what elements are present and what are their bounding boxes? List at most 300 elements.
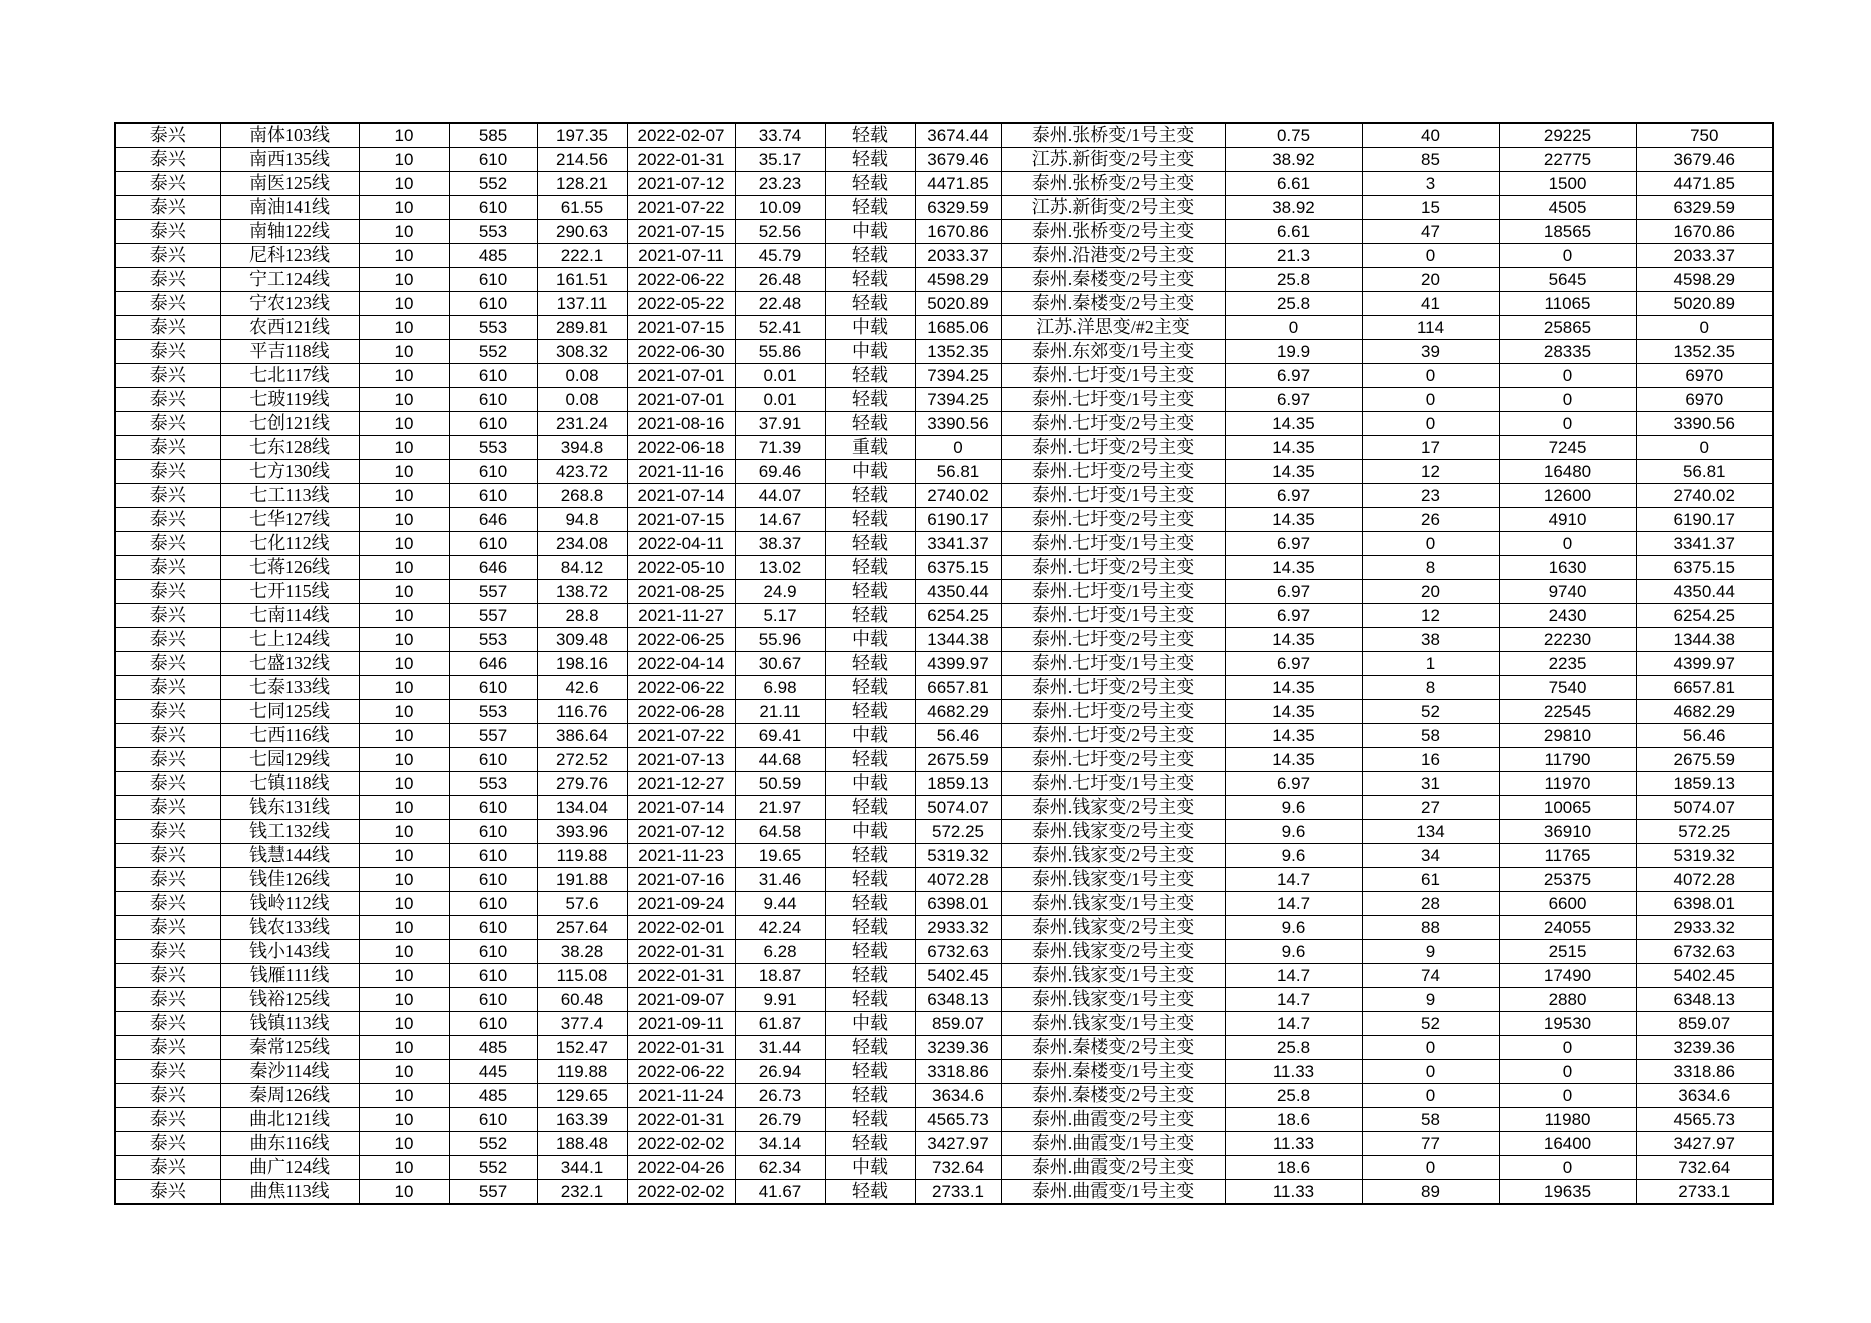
cell-transformer-margin: 9.6 xyxy=(1225,916,1362,940)
cell-main-transformer: 江苏.新街变/2号主变 xyxy=(1001,196,1225,220)
cell-pending-count: 38 xyxy=(1362,628,1499,652)
cell-transformer-margin: 14.35 xyxy=(1225,412,1362,436)
cell-peak-date: 2021-07-11 xyxy=(627,244,735,268)
cell-limit-current: 552 xyxy=(449,340,537,364)
cell-limit-current: 610 xyxy=(449,412,537,436)
cell-limit-current: 557 xyxy=(449,724,537,748)
cell-region: 泰兴 xyxy=(115,1084,220,1108)
cell-pending-capacity: 0 xyxy=(1499,412,1636,436)
cell-main-transformer: 泰州.七圩变/1号主变 xyxy=(1001,388,1225,412)
cell-load-rate: 69.46 xyxy=(735,460,825,484)
cell-limit-current: 610 xyxy=(449,148,537,172)
cell-main-transformer: 泰州.七圩变/2号主变 xyxy=(1001,628,1225,652)
cell-peak-date: 2021-09-24 xyxy=(627,892,735,916)
cell-main-transformer: 泰州.七圩变/1号主变 xyxy=(1001,604,1225,628)
cell-main-transformer: 泰州.秦楼变/2号主变 xyxy=(1001,1036,1225,1060)
cell-max-current: 289.81 xyxy=(537,316,627,340)
cell-peak-date: 2022-06-28 xyxy=(627,700,735,724)
table-row xyxy=(115,940,1773,964)
cell-load-rate: 9.44 xyxy=(735,892,825,916)
cell-peak-date: 2021-07-14 xyxy=(627,484,735,508)
cell-region: 泰兴 xyxy=(115,988,220,1012)
cell-load-status: 轻载 xyxy=(825,556,915,580)
cell-pending-capacity: 4910 xyxy=(1499,508,1636,532)
cell-load-status: 轻载 xyxy=(825,508,915,532)
cell-transformer-margin: 11.33 xyxy=(1225,1060,1362,1084)
cell-pending-capacity: 2515 xyxy=(1499,940,1636,964)
cell-line-name: 南轴122线 xyxy=(220,220,359,244)
cell-open-capacity: 6348.13 xyxy=(915,988,1001,1012)
cell-main-transformer: 泰州.七圩变/2号主变 xyxy=(1001,676,1225,700)
cell-pending-capacity: 7245 xyxy=(1499,436,1636,460)
cell-open-capacity: 4072.28 xyxy=(915,868,1001,892)
cell-limit-current: 610 xyxy=(449,532,537,556)
cell-transformer-margin: 6.97 xyxy=(1225,652,1362,676)
cell-peak-date: 2022-04-26 xyxy=(627,1156,735,1180)
cell-pending-count: 41 xyxy=(1362,292,1499,316)
table-row xyxy=(115,580,1773,604)
cell-peak-date: 2021-07-12 xyxy=(627,172,735,196)
cell-limit-current: 610 xyxy=(449,748,537,772)
cell-open-capacity: 2933.32 xyxy=(915,916,1001,940)
cell-main-transformer: 泰州.曲霞变/1号主变 xyxy=(1001,1132,1225,1156)
cell-final-open-capacity: 5020.89 xyxy=(1636,292,1773,316)
cell-max-current: 308.32 xyxy=(537,340,627,364)
cell-open-capacity: 2675.59 xyxy=(915,748,1001,772)
cell-region: 泰兴 xyxy=(115,556,220,580)
cell-open-capacity: 3679.46 xyxy=(915,148,1001,172)
cell-open-capacity: 5020.89 xyxy=(915,292,1001,316)
cell-peak-date: 2022-01-31 xyxy=(627,940,735,964)
cell-limit-current: 485 xyxy=(449,1036,537,1060)
cell-transformer-margin: 19.9 xyxy=(1225,340,1362,364)
cell-region: 泰兴 xyxy=(115,268,220,292)
cell-limit-current: 610 xyxy=(449,916,537,940)
cell-max-current: 137.11 xyxy=(537,292,627,316)
cell-pending-count: 114 xyxy=(1362,316,1499,340)
cell-line-name: 平吉118线 xyxy=(220,340,359,364)
cell-load-status: 轻载 xyxy=(825,364,915,388)
cell-voltage-level: 10 xyxy=(359,1132,449,1156)
cell-pending-capacity: 0 xyxy=(1499,1036,1636,1060)
cell-main-transformer: 泰州.七圩变/1号主变 xyxy=(1001,652,1225,676)
cell-voltage-level: 10 xyxy=(359,1012,449,1036)
cell-max-current: 309.48 xyxy=(537,628,627,652)
cell-peak-date: 2021-09-11 xyxy=(627,1012,735,1036)
cell-main-transformer: 泰州.曲霞变/2号主变 xyxy=(1001,1156,1225,1180)
cell-peak-date: 2021-11-16 xyxy=(627,460,735,484)
cell-voltage-level: 10 xyxy=(359,1060,449,1084)
cell-final-open-capacity: 4072.28 xyxy=(1636,868,1773,892)
cell-limit-current: 610 xyxy=(449,196,537,220)
cell-transformer-margin: 6.97 xyxy=(1225,772,1362,796)
cell-open-capacity: 1859.13 xyxy=(915,772,1001,796)
cell-line-name: 七化112线 xyxy=(220,532,359,556)
table-row xyxy=(115,340,1773,364)
cell-pending-capacity: 6600 xyxy=(1499,892,1636,916)
cell-pending-capacity: 22775 xyxy=(1499,148,1636,172)
cell-main-transformer: 泰州.七圩变/1号主变 xyxy=(1001,484,1225,508)
cell-line-name: 秦沙114线 xyxy=(220,1060,359,1084)
cell-pending-capacity: 24055 xyxy=(1499,916,1636,940)
cell-load-rate: 35.17 xyxy=(735,148,825,172)
cell-transformer-margin: 25.8 xyxy=(1225,292,1362,316)
cell-pending-count: 134 xyxy=(1362,820,1499,844)
cell-load-rate: 30.67 xyxy=(735,652,825,676)
cell-region: 泰兴 xyxy=(115,172,220,196)
cell-main-transformer: 泰州.张桥变/2号主变 xyxy=(1001,220,1225,244)
cell-limit-current: 646 xyxy=(449,508,537,532)
cell-transformer-margin: 14.35 xyxy=(1225,460,1362,484)
table-row xyxy=(115,148,1773,172)
cell-load-rate: 9.91 xyxy=(735,988,825,1012)
cell-open-capacity: 1352.35 xyxy=(915,340,1001,364)
cell-pending-count: 0 xyxy=(1362,244,1499,268)
cell-transformer-margin: 6.97 xyxy=(1225,484,1362,508)
cell-main-transformer: 泰州.七圩变/2号主变 xyxy=(1001,724,1225,748)
table-row xyxy=(115,844,1773,868)
cell-load-status: 轻载 xyxy=(825,1180,915,1205)
cell-pending-capacity: 16400 xyxy=(1499,1132,1636,1156)
cell-voltage-level: 10 xyxy=(359,892,449,916)
table-row xyxy=(115,172,1773,196)
cell-load-status: 轻载 xyxy=(825,748,915,772)
cell-peak-date: 2021-07-22 xyxy=(627,196,735,220)
data-table-body xyxy=(115,123,1773,1204)
cell-limit-current: 585 xyxy=(449,123,537,148)
cell-pending-capacity: 4505 xyxy=(1499,196,1636,220)
cell-voltage-level: 10 xyxy=(359,964,449,988)
cell-load-rate: 6.98 xyxy=(735,676,825,700)
cell-voltage-level: 10 xyxy=(359,196,449,220)
cell-region: 泰兴 xyxy=(115,460,220,484)
cell-voltage-level: 10 xyxy=(359,172,449,196)
cell-load-status: 中载 xyxy=(825,1012,915,1036)
cell-pending-count: 28 xyxy=(1362,892,1499,916)
table-row xyxy=(115,796,1773,820)
cell-pending-count: 85 xyxy=(1362,148,1499,172)
cell-pending-count: 47 xyxy=(1362,220,1499,244)
table-row xyxy=(115,652,1773,676)
table-row xyxy=(115,892,1773,916)
cell-transformer-margin: 25.8 xyxy=(1225,1084,1362,1108)
cell-load-rate: 37.91 xyxy=(735,412,825,436)
cell-region: 泰兴 xyxy=(115,316,220,340)
cell-load-rate: 21.97 xyxy=(735,796,825,820)
cell-final-open-capacity: 5074.07 xyxy=(1636,796,1773,820)
cell-main-transformer: 泰州.钱家变/2号主变 xyxy=(1001,940,1225,964)
cell-load-rate: 19.65 xyxy=(735,844,825,868)
cell-final-open-capacity: 56.46 xyxy=(1636,724,1773,748)
cell-load-rate: 14.67 xyxy=(735,508,825,532)
cell-limit-current: 610 xyxy=(449,268,537,292)
cell-final-open-capacity: 750 xyxy=(1636,123,1773,148)
cell-voltage-level: 10 xyxy=(359,772,449,796)
cell-line-name: 钱雁111线 xyxy=(220,964,359,988)
cell-limit-current: 485 xyxy=(449,1084,537,1108)
cell-peak-date: 2022-05-10 xyxy=(627,556,735,580)
cell-transformer-margin: 11.33 xyxy=(1225,1132,1362,1156)
cell-peak-date: 2022-04-14 xyxy=(627,652,735,676)
cell-line-name: 农西121线 xyxy=(220,316,359,340)
cell-line-name: 宁工124线 xyxy=(220,268,359,292)
cell-limit-current: 552 xyxy=(449,1156,537,1180)
cell-pending-capacity: 22545 xyxy=(1499,700,1636,724)
cell-pending-count: 52 xyxy=(1362,1012,1499,1036)
cell-voltage-level: 10 xyxy=(359,148,449,172)
cell-max-current: 234.08 xyxy=(537,532,627,556)
cell-voltage-level: 10 xyxy=(359,820,449,844)
cell-limit-current: 445 xyxy=(449,1060,537,1084)
cell-region: 泰兴 xyxy=(115,220,220,244)
cell-open-capacity: 3239.36 xyxy=(915,1036,1001,1060)
cell-peak-date: 2021-07-15 xyxy=(627,316,735,340)
cell-line-name: 七盛132线 xyxy=(220,652,359,676)
cell-final-open-capacity: 3341.37 xyxy=(1636,532,1773,556)
cell-limit-current: 646 xyxy=(449,652,537,676)
cell-voltage-level: 10 xyxy=(359,508,449,532)
cell-open-capacity: 6375.15 xyxy=(915,556,1001,580)
cell-transformer-margin: 6.97 xyxy=(1225,532,1362,556)
cell-region: 泰兴 xyxy=(115,412,220,436)
table-row xyxy=(115,628,1773,652)
cell-region: 泰兴 xyxy=(115,1036,220,1060)
cell-peak-date: 2022-02-01 xyxy=(627,916,735,940)
table-row xyxy=(115,388,1773,412)
cell-final-open-capacity: 4471.85 xyxy=(1636,172,1773,196)
cell-pending-capacity: 1500 xyxy=(1499,172,1636,196)
cell-peak-date: 2022-06-30 xyxy=(627,340,735,364)
cell-load-rate: 10.09 xyxy=(735,196,825,220)
cell-pending-capacity: 11980 xyxy=(1499,1108,1636,1132)
cell-final-open-capacity: 2740.02 xyxy=(1636,484,1773,508)
cell-peak-date: 2021-07-12 xyxy=(627,820,735,844)
cell-load-status: 轻载 xyxy=(825,1084,915,1108)
cell-main-transformer: 泰州.钱家变/1号主变 xyxy=(1001,868,1225,892)
cell-main-transformer: 泰州.东郊变/1号主变 xyxy=(1001,340,1225,364)
cell-line-name: 七创121线 xyxy=(220,412,359,436)
cell-line-name: 秦周126线 xyxy=(220,1084,359,1108)
cell-final-open-capacity: 6657.81 xyxy=(1636,676,1773,700)
cell-max-current: 0.08 xyxy=(537,388,627,412)
cell-max-current: 128.21 xyxy=(537,172,627,196)
cell-load-status: 轻载 xyxy=(825,172,915,196)
cell-voltage-level: 10 xyxy=(359,700,449,724)
cell-peak-date: 2021-07-15 xyxy=(627,508,735,532)
cell-max-current: 268.8 xyxy=(537,484,627,508)
cell-transformer-margin: 6.97 xyxy=(1225,604,1362,628)
cell-final-open-capacity: 3318.86 xyxy=(1636,1060,1773,1084)
cell-max-current: 344.1 xyxy=(537,1156,627,1180)
cell-pending-capacity: 19530 xyxy=(1499,1012,1636,1036)
cell-load-rate: 26.79 xyxy=(735,1108,825,1132)
cell-region: 泰兴 xyxy=(115,700,220,724)
cell-limit-current: 553 xyxy=(449,316,537,340)
cell-pending-count: 0 xyxy=(1362,1036,1499,1060)
cell-transformer-margin: 18.6 xyxy=(1225,1108,1362,1132)
table-row xyxy=(115,220,1773,244)
cell-open-capacity: 5319.32 xyxy=(915,844,1001,868)
cell-pending-count: 34 xyxy=(1362,844,1499,868)
cell-final-open-capacity: 6348.13 xyxy=(1636,988,1773,1012)
cell-open-capacity: 6732.63 xyxy=(915,940,1001,964)
cell-region: 泰兴 xyxy=(115,724,220,748)
table-row xyxy=(115,196,1773,220)
cell-load-status: 中载 xyxy=(825,724,915,748)
table-row xyxy=(115,292,1773,316)
cell-pending-capacity: 25375 xyxy=(1499,868,1636,892)
cell-transformer-margin: 9.6 xyxy=(1225,820,1362,844)
cell-open-capacity: 2740.02 xyxy=(915,484,1001,508)
table-row xyxy=(115,1060,1773,1084)
cell-open-capacity: 5402.45 xyxy=(915,964,1001,988)
cell-limit-current: 610 xyxy=(449,484,537,508)
cell-load-status: 轻载 xyxy=(825,148,915,172)
cell-peak-date: 2022-06-22 xyxy=(627,268,735,292)
cell-region: 泰兴 xyxy=(115,1012,220,1036)
cell-peak-date: 2022-01-31 xyxy=(627,1036,735,1060)
cell-transformer-margin: 21.3 xyxy=(1225,244,1362,268)
cell-load-status: 轻载 xyxy=(825,244,915,268)
cell-region: 泰兴 xyxy=(115,628,220,652)
cell-final-open-capacity: 56.81 xyxy=(1636,460,1773,484)
table-row xyxy=(115,1036,1773,1060)
cell-region: 泰兴 xyxy=(115,484,220,508)
cell-max-current: 386.64 xyxy=(537,724,627,748)
cell-voltage-level: 10 xyxy=(359,580,449,604)
cell-region: 泰兴 xyxy=(115,580,220,604)
cell-region: 泰兴 xyxy=(115,772,220,796)
cell-pending-capacity: 7540 xyxy=(1499,676,1636,700)
cell-final-open-capacity: 6190.17 xyxy=(1636,508,1773,532)
cell-pending-count: 58 xyxy=(1362,724,1499,748)
cell-region: 泰兴 xyxy=(115,1108,220,1132)
table-row xyxy=(115,1108,1773,1132)
cell-final-open-capacity: 6970 xyxy=(1636,388,1773,412)
cell-final-open-capacity: 6732.63 xyxy=(1636,940,1773,964)
cell-main-transformer: 泰州.钱家变/2号主变 xyxy=(1001,820,1225,844)
cell-peak-date: 2022-02-02 xyxy=(627,1132,735,1156)
cell-final-open-capacity: 3427.97 xyxy=(1636,1132,1773,1156)
cell-main-transformer: 江苏.洋思变/#2主变 xyxy=(1001,316,1225,340)
cell-region: 泰兴 xyxy=(115,1156,220,1180)
cell-load-status: 轻载 xyxy=(825,988,915,1012)
cell-limit-current: 485 xyxy=(449,244,537,268)
cell-peak-date: 2021-07-01 xyxy=(627,388,735,412)
cell-pending-capacity: 0 xyxy=(1499,1060,1636,1084)
cell-pending-capacity: 2430 xyxy=(1499,604,1636,628)
cell-peak-date: 2021-08-16 xyxy=(627,412,735,436)
cell-load-status: 轻载 xyxy=(825,940,915,964)
cell-pending-capacity: 29810 xyxy=(1499,724,1636,748)
cell-region: 泰兴 xyxy=(115,940,220,964)
cell-final-open-capacity: 732.64 xyxy=(1636,1156,1773,1180)
cell-pending-capacity: 22230 xyxy=(1499,628,1636,652)
cell-line-name: 七玻119线 xyxy=(220,388,359,412)
cell-final-open-capacity: 6375.15 xyxy=(1636,556,1773,580)
cell-pending-count: 0 xyxy=(1362,1156,1499,1180)
cell-main-transformer: 泰州.钱家变/1号主变 xyxy=(1001,892,1225,916)
cell-transformer-margin: 38.92 xyxy=(1225,196,1362,220)
cell-final-open-capacity: 572.25 xyxy=(1636,820,1773,844)
cell-limit-current: 610 xyxy=(449,820,537,844)
cell-load-rate: 50.59 xyxy=(735,772,825,796)
cell-limit-current: 553 xyxy=(449,700,537,724)
cell-max-current: 0.08 xyxy=(537,364,627,388)
cell-load-status: 轻载 xyxy=(825,700,915,724)
cell-line-name: 钱工132线 xyxy=(220,820,359,844)
table-row xyxy=(115,700,1773,724)
cell-max-current: 134.04 xyxy=(537,796,627,820)
cell-limit-current: 553 xyxy=(449,220,537,244)
table-row xyxy=(115,123,1773,148)
cell-pending-capacity: 11970 xyxy=(1499,772,1636,796)
cell-pending-capacity: 28335 xyxy=(1499,340,1636,364)
cell-voltage-level: 10 xyxy=(359,796,449,820)
cell-load-status: 轻载 xyxy=(825,268,915,292)
cell-main-transformer: 江苏.新街变/2号主变 xyxy=(1001,148,1225,172)
cell-pending-count: 17 xyxy=(1362,436,1499,460)
cell-load-status: 中载 xyxy=(825,460,915,484)
cell-main-transformer: 泰州.秦楼变/2号主变 xyxy=(1001,268,1225,292)
cell-pending-count: 23 xyxy=(1362,484,1499,508)
cell-voltage-level: 10 xyxy=(359,268,449,292)
cell-open-capacity: 4399.97 xyxy=(915,652,1001,676)
cell-open-capacity: 56.46 xyxy=(915,724,1001,748)
cell-region: 泰兴 xyxy=(115,796,220,820)
cell-load-status: 中载 xyxy=(825,316,915,340)
cell-pending-count: 77 xyxy=(1362,1132,1499,1156)
cell-load-rate: 44.68 xyxy=(735,748,825,772)
cell-line-name: 钱东131线 xyxy=(220,796,359,820)
cell-final-open-capacity: 4565.73 xyxy=(1636,1108,1773,1132)
cell-pending-capacity: 11765 xyxy=(1499,844,1636,868)
cell-load-rate: 6.28 xyxy=(735,940,825,964)
table-row xyxy=(115,556,1773,580)
table-row xyxy=(115,724,1773,748)
cell-transformer-margin: 14.7 xyxy=(1225,988,1362,1012)
cell-voltage-level: 10 xyxy=(359,220,449,244)
cell-load-rate: 42.24 xyxy=(735,916,825,940)
table-row xyxy=(115,268,1773,292)
cell-transformer-margin: 14.35 xyxy=(1225,676,1362,700)
cell-peak-date: 2022-02-07 xyxy=(627,123,735,148)
cell-peak-date: 2021-07-15 xyxy=(627,220,735,244)
cell-final-open-capacity: 2933.32 xyxy=(1636,916,1773,940)
cell-main-transformer: 泰州.七圩变/1号主变 xyxy=(1001,580,1225,604)
cell-final-open-capacity: 4598.29 xyxy=(1636,268,1773,292)
cell-pending-capacity: 19635 xyxy=(1499,1180,1636,1205)
table-row xyxy=(115,364,1773,388)
cell-load-status: 中载 xyxy=(825,772,915,796)
cell-main-transformer: 泰州.七圩变/2号主变 xyxy=(1001,436,1225,460)
cell-line-name: 宁农123线 xyxy=(220,292,359,316)
cell-voltage-level: 10 xyxy=(359,1084,449,1108)
cell-final-open-capacity: 2675.59 xyxy=(1636,748,1773,772)
cell-region: 泰兴 xyxy=(115,148,220,172)
cell-region: 泰兴 xyxy=(115,196,220,220)
cell-load-status: 轻载 xyxy=(825,1036,915,1060)
cell-final-open-capacity: 6970 xyxy=(1636,364,1773,388)
cell-open-capacity: 6398.01 xyxy=(915,892,1001,916)
cell-max-current: 198.16 xyxy=(537,652,627,676)
cell-max-current: 129.65 xyxy=(537,1084,627,1108)
cell-pending-capacity: 17490 xyxy=(1499,964,1636,988)
cell-pending-count: 31 xyxy=(1362,772,1499,796)
cell-load-status: 轻载 xyxy=(825,1060,915,1084)
cell-open-capacity: 2733.1 xyxy=(915,1180,1001,1205)
cell-open-capacity: 56.81 xyxy=(915,460,1001,484)
